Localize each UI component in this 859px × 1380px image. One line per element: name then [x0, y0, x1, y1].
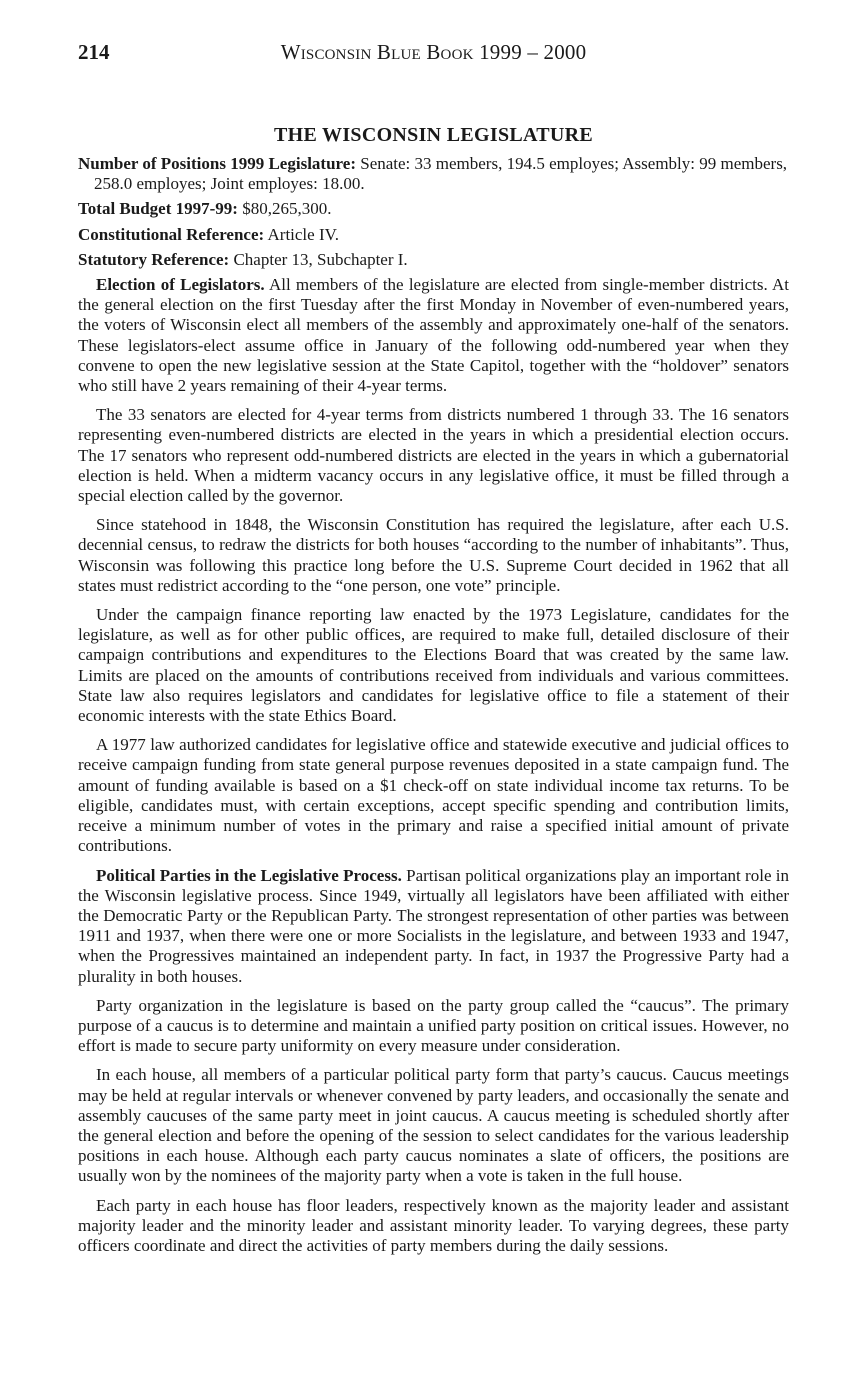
body-text: [78, 275, 789, 1256]
paragraph-text: Under the campaign finance reporting law enacted by the 1973 Legislature, candidates for the legislature, as well as for other public offices, are required to make full, detailed disclosure of their campaign contributions and expenditures to the Elections Board that was created by the same law. Limits are placed on the amounts of contributions received from individuals and various committees. State law also requires legislators and candidates for legislative office to file a statement of their economic interests with the state Ethics Board.: [78, 605, 789, 726]
fact-constitutional-reference: [78, 225, 789, 245]
paragraph-heading: Election of Legislators.: [96, 275, 265, 295]
page-content: [78, 124, 789, 1265]
fact-label: Number of Positions 1999 Legislature:: [78, 154, 356, 173]
book-title: Wisconsin Blue Book 1999 – 2000: [280, 40, 587, 64]
paragraph-text: The 33 senators are elected for 4-year terms from districts numbered 1 through 33. The 16 senators representing even-numbered districts are elected in the years in which a presidential election occurs. The 17 senators who represent odd-numbered districts are elected in the years in which a gubernatorial election is held. When a midterm vacancy occurs in any legislative office, it must be filled through a special election called by the governor.: [78, 405, 789, 506]
paragraph-floor-leaders: [78, 1196, 789, 1257]
paragraph-text: Each party in each house has floor leaders, respectively known as the majority leader and assistant majority leader and the minority leader and assistant minority leader. To varying degrees, these party officers coordinate and direct the activities of party members during the daily sessions.: [78, 1195, 789, 1255]
section-title: THE WISCONSIN LEGISLATURE: [273, 124, 594, 146]
paragraph-caucus-meetings: [78, 1065, 789, 1186]
paragraph-election-of-legislators: [78, 275, 789, 396]
fact-value: Article IV.: [267, 224, 339, 244]
paragraph-redistricting: [78, 515, 789, 596]
page-number: 214: [78, 40, 110, 64]
paragraph-campaign-finance: [78, 605, 789, 726]
paragraph-text: Party organization in the legislature is based on the party group called the “caucus”. The primary purpose of a caucus is to determine and maintain a unified party position on critical issues. However, no effort is made to secure party uniformity on every measure under consideration.: [78, 995, 789, 1056]
paragraph-text: Since statehood in 1848, the Wisconsin Constitution has required the legislature, after each U.S. decennial census, to redraw the districts for both houses “according to the number of inhabitants”. Thus, Wisconsin was following this practice long before the U.S. Supreme Court decided in 1962 that all states must redistrict according to the “one person, one vote” principle.: [78, 515, 789, 595]
fact-label: Statutory Reference:: [78, 249, 230, 269]
fact-label: Constitutional Reference:: [78, 224, 265, 244]
paragraph-campaign-funding: [78, 735, 789, 856]
paragraph-caucus: [78, 996, 789, 1057]
fact-positions: [78, 154, 789, 194]
paragraph-text: All members of the legislature are elected from single-member districts. At the general election on the first Tuesday after the first Monday in November of even-numbered years, the voters of Wisconsin elect all members of the assembly and approximately one-half of the senators. These legislators-elect assume office in January of the following odd-numbered year when they convene to open the new legislative session at the State Capitol, together with the “holdover” senators who still have 2 years remaining of their 4-year terms.: [78, 275, 790, 396]
fact-budget: [78, 199, 789, 219]
paragraph-text: In each house, all members of a particular political party form that party’s caucus. Caucus meetings may be held at regular intervals or whenever convened by party leaders, and occasionally the senate and assembly caucuses of the same party meet in joint caucus. A caucus meeting is scheduled shortly after the general election and before the opening of the session to select candidates for the various leadership positions in each house. Although each party caucus nominates a slate of officers, the positions are usually won by the nominees of the majority party when a vote is taken in the full house.: [78, 1065, 789, 1186]
paragraph-political-parties: [78, 866, 789, 987]
paragraph-heading: Political Parties in the Legislative Process.: [96, 865, 402, 885]
fact-label: Total Budget 1997-99:: [78, 199, 238, 219]
fact-value: Senate: 33 members, 194.5 employes; Assembly: 99 members, 258.0 employes; Joint employes: 18.00.: [94, 154, 788, 194]
fact-value: Chapter 13, Subchapter I.: [233, 249, 408, 269]
fact-statutory-reference: [78, 250, 789, 270]
paragraph-text: A 1977 law authorized candidates for legislative office and statewide executive and judicial offices to receive campaign funding from state general purpose revenues deposited in a state campaign fund. The amount of funding available is based on a $1 check-off on state individual income tax returns. To be eligible, candidates must, with certain exceptions, accept specific spending and contribution limits, receive a minimum number of votes in the primary and raise a specified initial amount of private contributions.: [78, 735, 789, 856]
paragraph-senate-terms: [78, 405, 789, 506]
fact-list: [78, 154, 789, 270]
fact-value: $80,265,300.: [242, 199, 332, 219]
paragraph-text: Partisan political organizations play an important role in the Wisconsin legislative process. Since 1949, virtually all legislators have been affiliated with either the Democratic Party or the Republican Party. The strongest representation of other parties was between 1911 and 1937, when there were one or more Socialists in the legislature, and between 1933 and 1947, when the Progressives maintained an independent party. In fact, in 1937 the Progressive Party had a plurality in both houses.: [78, 865, 790, 986]
running-head: [78, 40, 789, 74]
